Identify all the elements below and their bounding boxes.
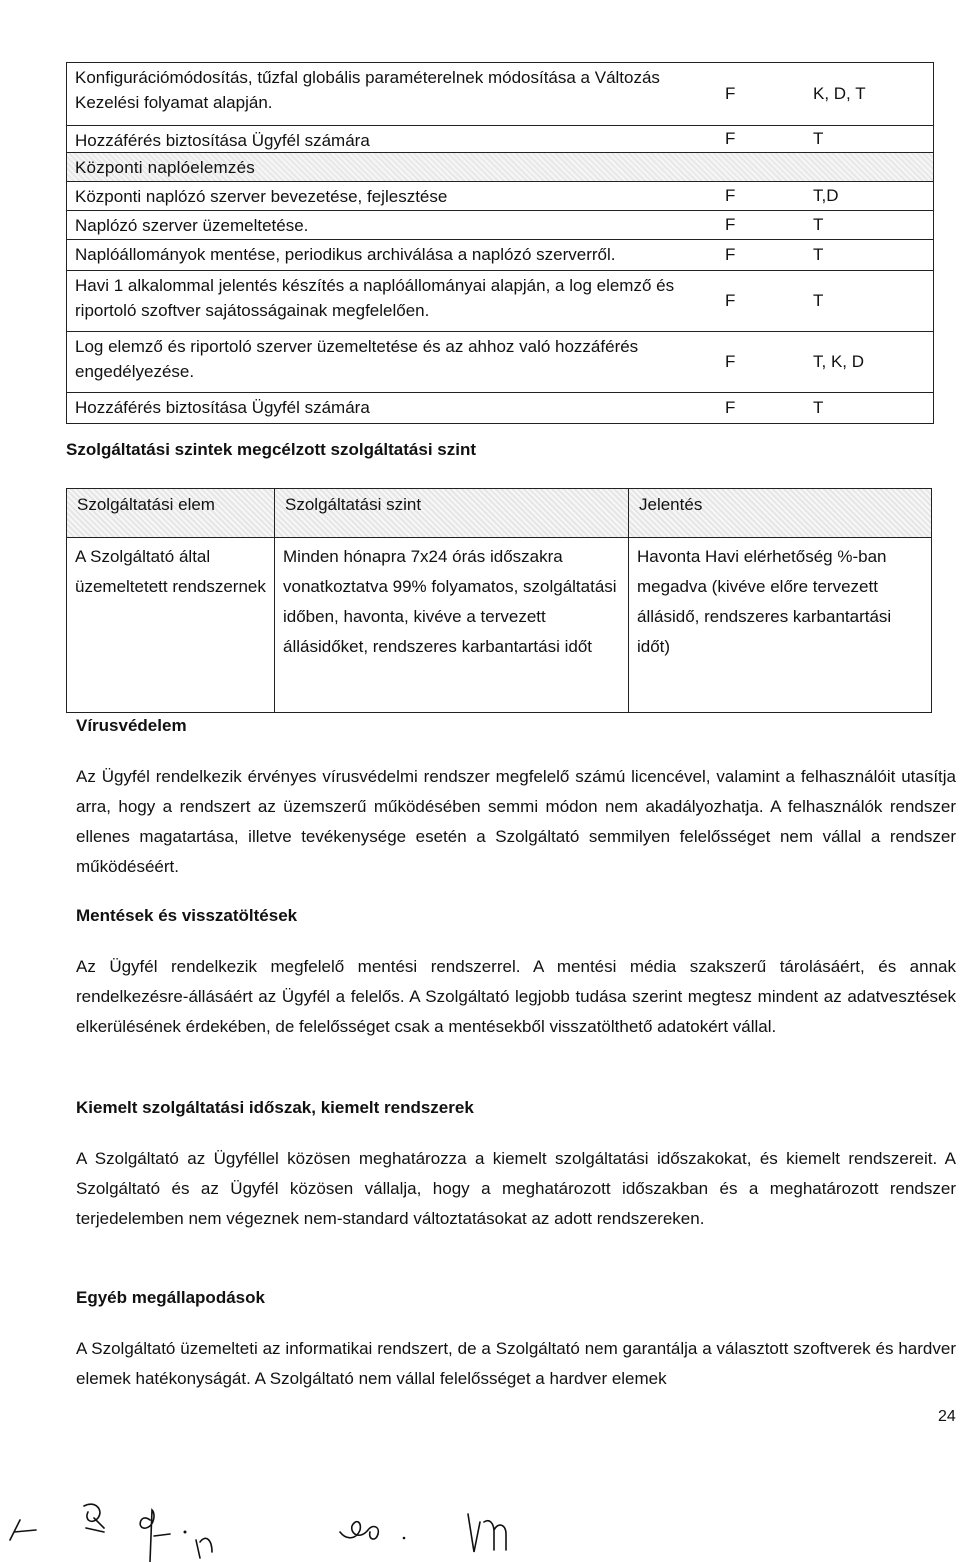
table-row: [67, 393, 933, 424]
table-row: [67, 182, 933, 211]
cell-roles: K, D, T: [813, 84, 866, 103]
table-row: [67, 271, 933, 332]
table-header-row: [67, 489, 931, 538]
cell-roles: [803, 153, 933, 181]
handwritten-initials: [0, 1470, 960, 1562]
cell-roles: T: [813, 129, 824, 148]
table-caption: Szolgáltatási szintek megcélzott szolgáltatási szint: [66, 440, 476, 459]
header-service-element: Szolgáltatási elem: [67, 489, 275, 537]
cell-responsible: F: [725, 215, 736, 234]
page-number: 24: [938, 1408, 956, 1425]
cell-responsible: F: [725, 245, 736, 264]
cell-task: Havi 1 alkalommal jelentés készítés a naplóállományai alapján, a log elemző és riportoló szoftver sajátosságainak megfelelően.: [75, 276, 675, 320]
section-text-backup: Az Ügyfél rendelkezik megfelelő mentési rendszerrel. A mentési média szakszerű tárolásáért, és annak rendelkezésre-állásáért az Ügyfél a felelős. A Szolgáltató legjobb tudása szerint megtesz mindent az adatvesztések elkerülésének érdekében, de felelősséget csak a mentésekből visszatölthető adatokért vállal.: [76, 957, 956, 1036]
cell-responsible: F: [725, 84, 736, 103]
table-row: [67, 126, 933, 153]
table-row: [67, 63, 933, 126]
section-title-virus: Vírusvédelem: [76, 716, 187, 735]
section-title-other: Egyéb megállapodások: [76, 1288, 265, 1307]
cell-task: Központi naplóelemzés: [75, 158, 255, 177]
cell-responsible: F: [725, 398, 736, 417]
cell-roles: T, K, D: [813, 352, 865, 371]
section-title-priority: Kiemelt szolgáltatási időszak, kiemelt rendszerek: [76, 1098, 474, 1117]
header-report: Jelentés: [639, 495, 703, 514]
cell-roles: T: [813, 291, 824, 310]
cell-service-element: A Szolgáltató által üzemeltetett rendszernek: [67, 538, 275, 712]
table-row: [67, 240, 933, 271]
cell-task: Naplóállományok mentése, periodikus archiválása a naplózó szerverről.: [75, 245, 616, 264]
section-title-backup: Mentések és visszatöltések: [76, 906, 298, 925]
cell-service-level: Minden hónapra 7x24 órás időszakra vonatkoztatva 99% folyamatos, szolgáltatási időben, havonta, kivéve a tervezett állásidőket, rendszeres karbantartási időt: [275, 538, 629, 712]
cell-responsible: F: [725, 186, 736, 205]
table-section-row: [67, 153, 933, 182]
cell-task: Log elemző és riportoló szerver üzemeltetése és az ahhoz való hozzáférés engedélyezése.: [75, 337, 639, 381]
section-text-virus: Az Ügyfél rendelkezik érvényes vírusvédelmi rendszer megfelelő számú licencével, valamint a felhasználóit utasítja arra, hogy a rendszert az üzemszerű működésében semmi módon nem akadályozhatja. A felhasználók rendszer ellenes magatartása, illetve tevékenysége esetén a Szolgáltató semmilyen felelősséget nem vállal a rendszer működéséért.: [76, 767, 956, 876]
cell-responsible: [719, 153, 803, 181]
header-service-level: Szolgáltatási szint: [275, 489, 629, 537]
table-row: [67, 332, 933, 393]
cell-task: Konfigurációmódosítás, tűzfal globális paraméterelnek módosítása a Változás Kezelési folyamat alapján.: [75, 68, 660, 112]
cell-roles: T: [813, 215, 824, 234]
table-row: [67, 538, 931, 712]
cell-responsible: F: [725, 129, 736, 148]
cell-roles: T,D: [813, 186, 839, 205]
section-text-other: A Szolgáltató üzemelteti az informatikai rendszert, de a Szolgáltató nem garantálja a választott szoftverek és hardver elemek hatékonyságát. A Szolgáltató nem vállal felelősséget a hardver elemek: [76, 1339, 956, 1388]
cell-roles: T: [813, 398, 824, 417]
cell-task: Hozzáférés biztosítása Ügyfél számára: [75, 398, 370, 417]
cell-report: Havonta Havi elérhetőség %-ban megadva (kivéve előre tervezett állásidő, rendszeres karbantartási időt): [637, 547, 892, 656]
cell-responsible: F: [725, 291, 736, 310]
cell-task: Központi naplózó szerver bevezetése, fejlesztése: [75, 187, 448, 206]
service-level-table: [66, 488, 932, 713]
table-row: [67, 211, 933, 240]
cell-task: Hozzáférés biztosítása Ügyfél számára: [75, 131, 370, 150]
cell-responsible: F: [725, 352, 736, 371]
cell-task: Naplózó szerver üzemeltetése.: [75, 216, 309, 235]
section-text-priority: A Szolgáltató az Ügyféllel közösen meghatározza a kiemelt szolgáltatási időszakokat, és kiemelt rendszereit. A Szolgáltató és az Ügyfél közösen vállalja, hogy a meghatározott időszakban és a meghatározott rendszer terjedelemben nem végeznek nem-standard változtatásokat az adott rendszereken.: [76, 1149, 956, 1228]
cell-roles: T: [813, 245, 824, 264]
responsibility-table: [66, 62, 934, 424]
